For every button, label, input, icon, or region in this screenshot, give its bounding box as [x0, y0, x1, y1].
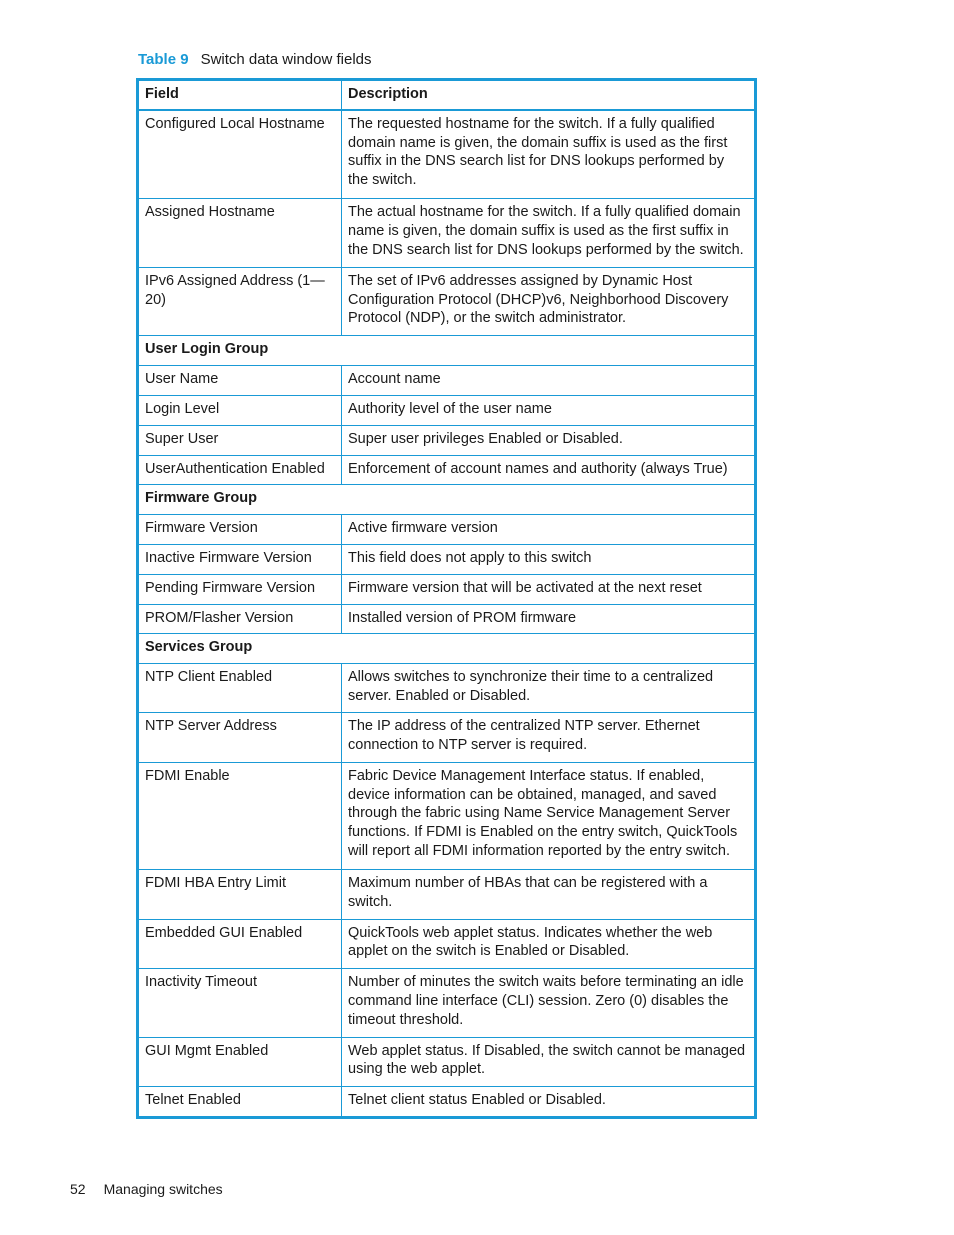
table-row [138, 870, 756, 919]
field-cell: Super User [138, 425, 342, 455]
field-cell: IPv6 Assigned Address (1—20) [138, 267, 342, 336]
group-heading: Firmware Group [138, 485, 756, 515]
description-cell: The actual hostname for the switch. If a fully qualified domain name is given, the domain suffix is used as the first suffix in the DNS search list for DNS lookups performed by the switch. [342, 199, 756, 268]
description-cell: Installed version of PROM firmware [342, 604, 756, 634]
field-cell: NTP Client Enabled [138, 664, 342, 713]
field-cell: Assigned Hostname [138, 199, 342, 268]
table-body [138, 110, 756, 1118]
table-row [138, 604, 756, 634]
table-row [138, 1086, 756, 1117]
table-row [138, 968, 756, 1037]
description-cell: The set of IPv6 addresses assigned by Dynamic Host Configuration Protocol (DHCP)v6, Neighborhood Discovery Protocol (NDP), or the switch administrator. [342, 267, 756, 336]
description-cell: Telnet client status Enabled or Disabled. [342, 1086, 756, 1117]
table-row [138, 199, 756, 268]
table-row [138, 919, 756, 968]
table-row [138, 713, 756, 762]
table-row [138, 267, 756, 336]
footer-section-title: Managing switches [103, 1181, 223, 1197]
description-cell: Enforcement of account names and authority (always True) [342, 455, 756, 485]
column-header-field: Field [138, 80, 342, 110]
description-cell: Account name [342, 366, 756, 396]
group-heading: Services Group [138, 634, 756, 664]
description-cell: Authority level of the user name [342, 396, 756, 426]
switch-data-fields-table [136, 78, 757, 1119]
field-cell: PROM/Flasher Version [138, 604, 342, 634]
table-row [138, 664, 756, 713]
description-cell: The requested hostname for the switch. If a fully qualified domain name is given, the domain suffix is used as the first suffix in the DNS search list for DNS lookups performed by the switch. [342, 110, 756, 199]
field-cell: FDMI HBA Entry Limit [138, 870, 342, 919]
field-cell: Telnet Enabled [138, 1086, 342, 1117]
table-row [138, 396, 756, 426]
table-row [138, 110, 756, 199]
table-row [138, 545, 756, 575]
table-row [138, 574, 756, 604]
table-row [138, 455, 756, 485]
table-header-row [138, 80, 756, 110]
field-cell: Firmware Version [138, 515, 342, 545]
table-row [138, 762, 756, 870]
field-cell: Configured Local Hostname [138, 110, 342, 199]
field-cell: Pending Firmware Version [138, 574, 342, 604]
table-group-row [138, 336, 756, 366]
description-cell: This field does not apply to this switch [342, 545, 756, 575]
description-cell: Super user privileges Enabled or Disabled. [342, 425, 756, 455]
table-row [138, 1037, 756, 1086]
table-group-row [138, 634, 756, 664]
field-cell: Login Level [138, 396, 342, 426]
field-cell: UserAuthentication Enabled [138, 455, 342, 485]
description-cell: Active firmware version [342, 515, 756, 545]
field-cell: FDMI Enable [138, 762, 342, 870]
description-cell: The IP address of the centralized NTP server. Ethernet connection to NTP server is required. [342, 713, 756, 762]
group-heading: User Login Group [138, 336, 756, 366]
description-cell: Web applet status. If Disabled, the switch cannot be managed using the web applet. [342, 1037, 756, 1086]
description-cell: QuickTools web applet status. Indicates whether the web applet on the switch is Enabled or Disabled. [342, 919, 756, 968]
description-cell: Allows switches to synchronize their time to a centralized server. Enabled or Disabled. [342, 664, 756, 713]
table-row [138, 366, 756, 396]
field-cell: NTP Server Address [138, 713, 342, 762]
table-group-row [138, 485, 756, 515]
description-cell: Number of minutes the switch waits before terminating an idle command line interface (CLI) session. Zero (0) disables the timeout threshold. [342, 968, 756, 1037]
table-caption-title: Switch data window fields [200, 51, 372, 68]
table-caption-label: Table 9 [138, 51, 189, 68]
table-row [138, 515, 756, 545]
field-cell: GUI Mgmt Enabled [138, 1037, 342, 1086]
description-cell: Maximum number of HBAs that can be registered with a switch. [342, 870, 756, 919]
table-caption [138, 50, 372, 70]
field-cell: Inactivity Timeout [138, 968, 342, 1037]
field-cell: User Name [138, 366, 342, 396]
table-row [138, 425, 756, 455]
field-cell: Embedded GUI Enabled [138, 919, 342, 968]
page-number: 52 [70, 1181, 86, 1197]
page-footer [70, 1180, 223, 1198]
description-cell: Fabric Device Management Interface status. If enabled, device information can be obtained, managed, and saved through the fabric using Name Service Management Server functions. If FDMI is Enabled on the entry switch, QuickTools will report all FDMI information reported by the entry switch. [342, 762, 756, 870]
field-cell: Inactive Firmware Version [138, 545, 342, 575]
column-header-description: Description [342, 80, 756, 110]
description-cell: Firmware version that will be activated at the next reset [342, 574, 756, 604]
